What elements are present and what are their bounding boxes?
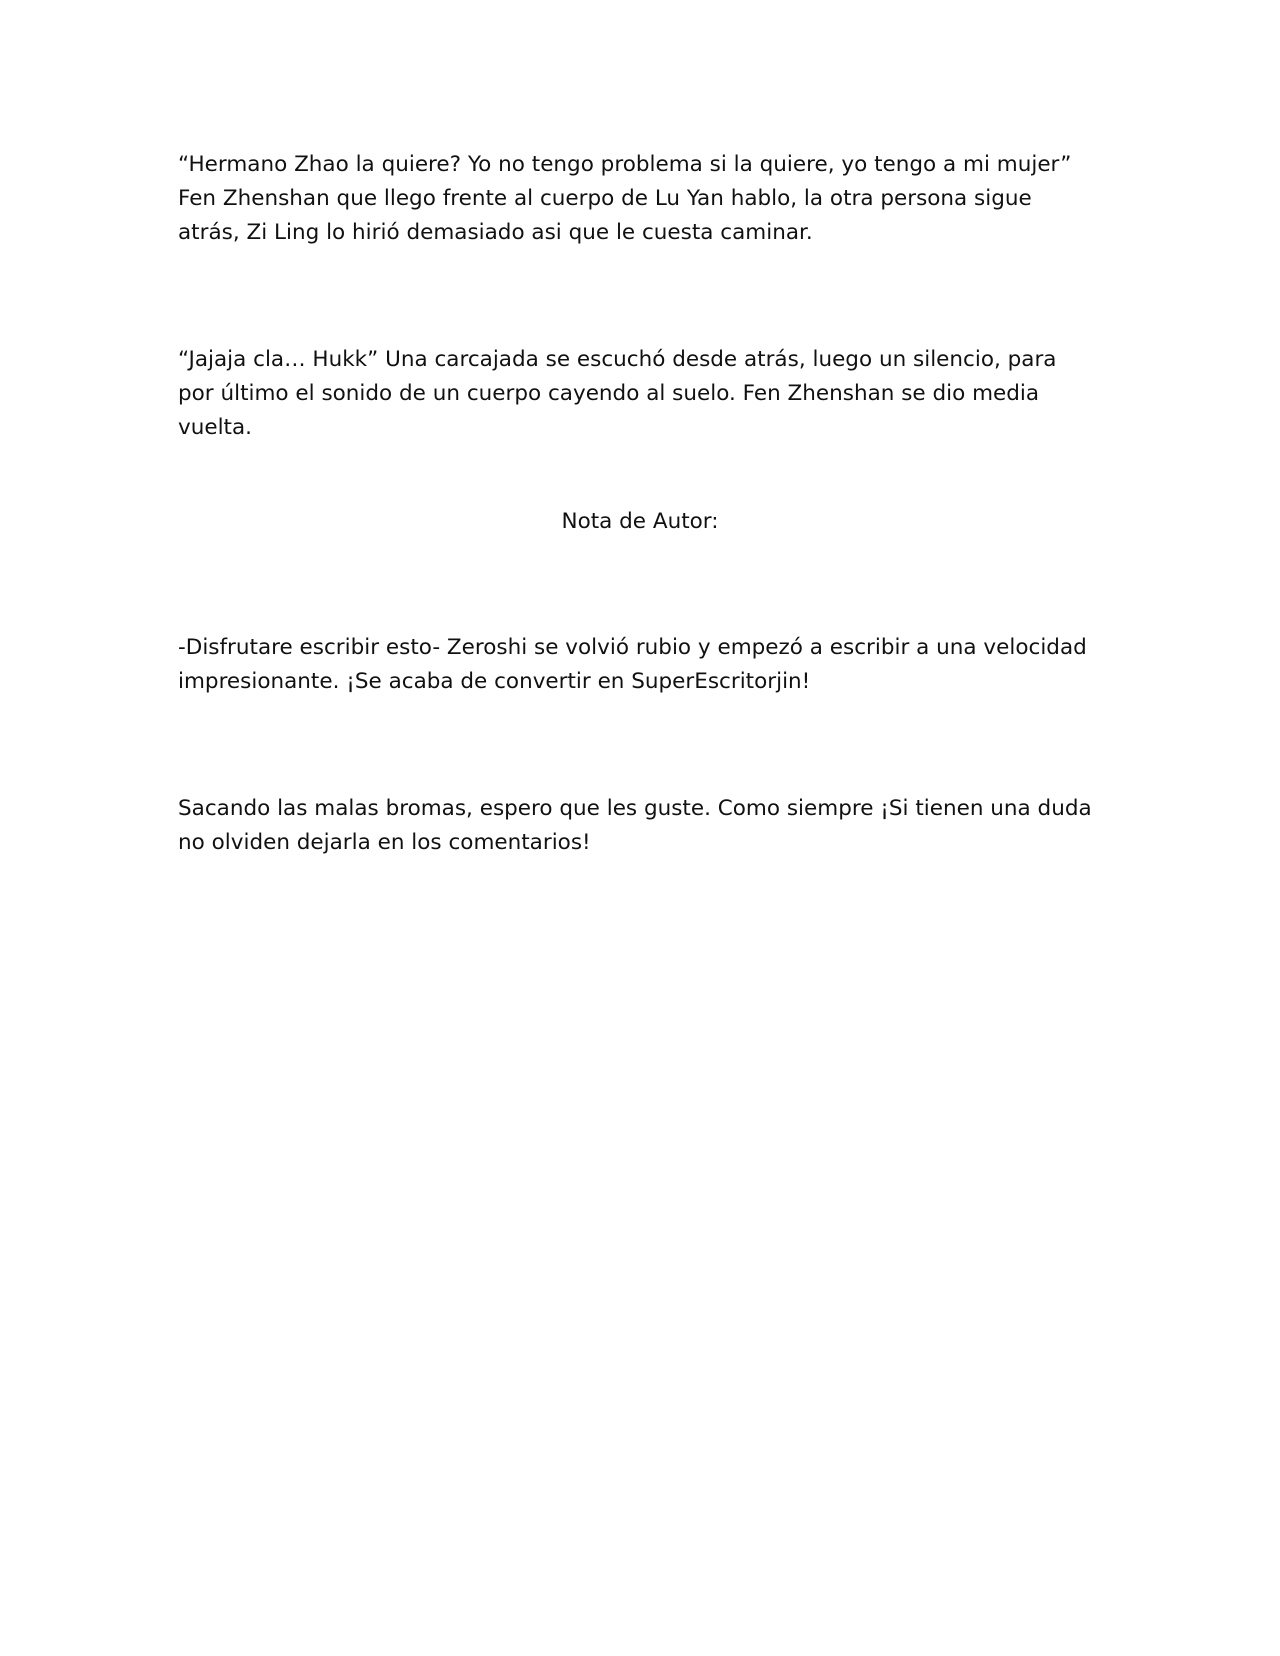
story-paragraph: “Hermano Zhao la quiere? Yo no tengo problema si la quiere, yo tengo a mi mujer” Fen Zhenshan que llego frente al cuerpo de Lu Yan hablo, la otra persona sigue atrás, Zi Ling lo hirió demasiado asi que le cuesta caminar. [178, 152, 1072, 245]
author-note-paragraph: Sacando las malas bromas, espero que les guste. Como siempre ¡Si tienen una duda no olviden dejarla en los comentarios! [178, 796, 1092, 855]
author-note-heading: Nota de Autor: [561, 509, 719, 534]
author-note-paragraph: -Disfrutare escribir esto- Zeroshi se volvió rubio y empezó a escribir a una velocidad impresionante. ¡Se acaba de convertir en SuperEscritorjin! [178, 635, 1087, 694]
story-paragraph: “Jajaja cla… Hukk” Una carcajada se escuchó desde atrás, luego un silencio, para por último el sonido de un cuerpo cayendo al suelo. Fen Zhenshan se dio media vuelta. [178, 347, 1057, 440]
